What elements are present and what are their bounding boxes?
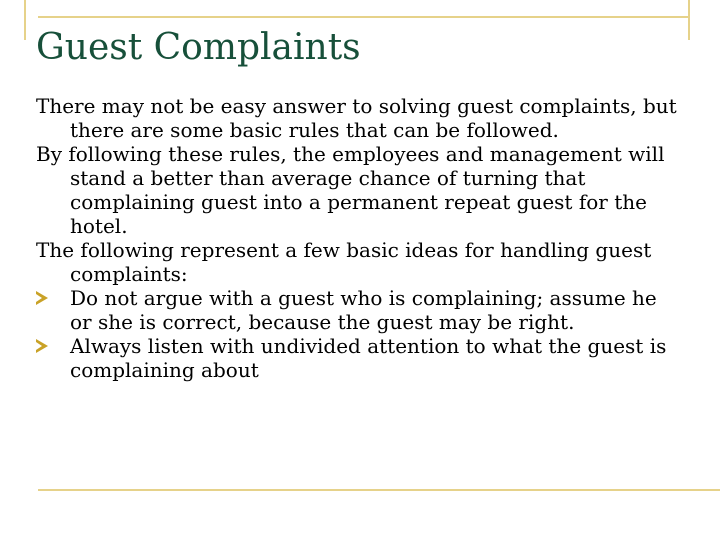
- paragraph-3: The following represent a few basic ideas for handling guest complaints:: [36, 238, 652, 286]
- bullet-text-2: Always listen with undivided attention to what the guest is complaining about: [70, 334, 667, 382]
- left-accent-line: [24, 0, 26, 40]
- bullet-text-1: Do not argue with a guest who is complaining; assume he or she is correct, because the guest may be right.: [70, 286, 657, 334]
- paragraph-1: There may not be easy answer to solving guest complaints, but there are some basic rules that can be followed.: [36, 94, 677, 142]
- arrow-bullet-icon: [36, 339, 48, 353]
- right-accent-line: [688, 0, 690, 40]
- bullet-item-1: [36, 286, 682, 334]
- bottom-divider: [38, 489, 720, 491]
- top-divider: [38, 16, 690, 18]
- bullet-item-2: [36, 334, 682, 382]
- slide-title: Guest Complaints: [36, 27, 361, 68]
- arrow-bullet-icon: [36, 291, 48, 305]
- paragraph-2: By following these rules, the employees and management will stand a better than average chance of turning that complaining guest into a permanent repeat guest for the hotel.: [36, 142, 665, 238]
- slide-body: [36, 94, 682, 382]
